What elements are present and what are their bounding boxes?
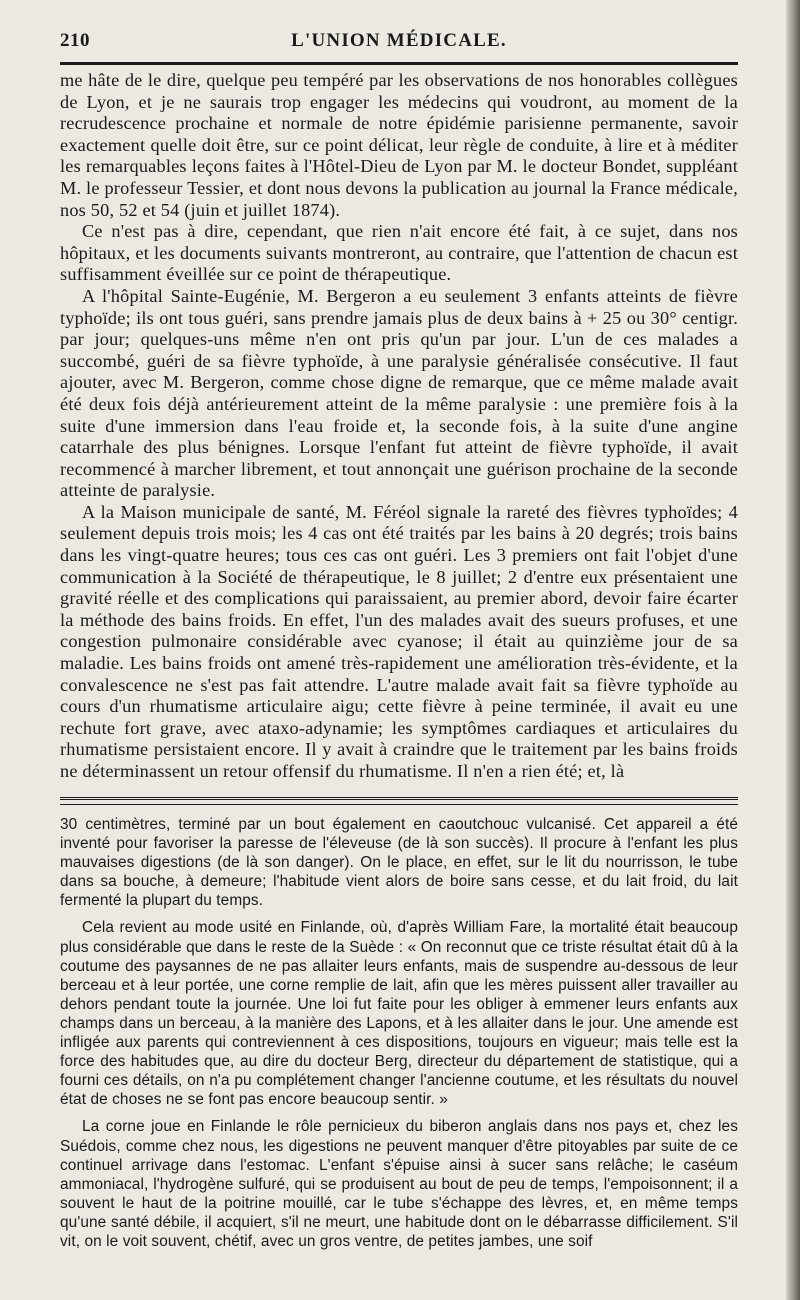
main-text xyxy=(60,70,738,783)
footnote-paragraph: Cela revient au mode usité en Finlande, où, d'après William Fare, la mortalité était beaucoup plus considérable que dans le reste de la Suède : « On reconnut que ce triste résultat était dû à la coutume des paysannes de ne pas allaiter leurs enfants, mais de suspendre au-dessous de leur berceau et à leur portée, une corne remplie de lait, afin que les mères puissent aller travailler au dehors pendant toute la journée. Une loi fut faite pour les obliger à emmener leurs enfants aux champs dans un berceau, à la manière des Lapons, et à les allaiter dans le jour. Une amende est infligée aux parents qui contreviennent à ces dispositions, toujours en vigueur; mais telle est la force des habitudes que, au dire du docteur Berg, directeur du département de statistique, qui a fourni ces détails, on n'a pu complétement changer l'ancienne coutume, et les résultats du nouvel état de choses ne se font pas encore beaucoup sentir. » xyxy=(60,919,738,1109)
main-paragraph: A la Maison municipale de santé, M. Féréol signale la rareté des fièvres typhoïdes; 4 seulement depuis trois mois; les 4 cas ont été traités par les bains à 20 degrés; trois bains dans les vingt-quatre heures; tous ces cas ont guéri. Les 3 premiers ont fait l'objet d'une communication à la Société de thérapeutique, le 8 juillet; 2 d'entre eux présentaient une gravité réelle et des complications qui paraissaient, au premier abord, devoir faire écarter la méthode des bains froids. En effet, l'un des malades avait des sueurs profuses, et une congestion pulmonaire considérable avec cyanose; il était au quinzième jour de sa maladie. Les bains froids ont amené très-rapidement une amélioration très-évidente, et la convalescence ne s'est pas fait attendre. L'autre malade avait fait sa fièvre typhoïde au cours d'un rhumatisme articulaire aigu; cette fièvre à peine terminée, il avait eu une rechute fort grave, avec ataxo-adynamie; les symptômes cardiaques et articulaires du rhumatisme persistaient encore. Il y avait à craindre que le traitement par les bains froids ne déterminassent un retour offensif du rhumatisme. Il n'en a rien été; et, là xyxy=(60,501,738,781)
main-paragraph: Ce n'est pas à dire, cependant, que rien n'ait encore été fait, à ce sujet, dans nos hôpitaux, et les documents suivants montreront, au contraire, que l'attention de chacun est suffisamment éveillée sur ce point de thérapeutique. xyxy=(60,221,738,285)
footnote-separator xyxy=(60,797,738,800)
header-rule xyxy=(60,62,738,65)
footnote-paragraph: La corne joue en Finlande le rôle pernicieux du biberon anglais dans nos pays et, chez les Suédois, comme chez nous, les digestions ne peuvent manquer d'être pitoyables par suite de ce continuel arrivage dans l'estomac. L'enfant s'épuise ainsi à sucer sans relâche; le caséum ammoniacal, l'hydrogène sulfuré, qui se produisent au bout de peu de temps, l'empoisonnent; il a souvent le haut de la poitrine mouillé, car le tube s'échappe des lèvres, et, en même temps qu'une santé débile, il acquiert, s'il ne meurt, une habitude dont on le débarrasse difficilement. S'il vit, on le voit souvent, chétif, avec un gros ventre, de petites jambes, une soif xyxy=(60,1118,738,1250)
footnotes xyxy=(60,815,738,1259)
page-number: 210 xyxy=(60,30,90,51)
footnote-paragraph: 30 centimètres, terminé par un bout également en caoutchouc vulcanisé. Cet appareil a été inventé pour favoriser la paresse de l'éleveuse (de là son succès). Il procure à l'enfant les plus mauvaises digestions (de là son danger). On le place, en effet, sur le lit du nourrisson, le tube dans sa bouche, à demeure; l'habitude vient alors de boire sans cesse, et du lait froid, du lait fermenté la plupart du temps. xyxy=(60,816,738,910)
running-title: L'UNION MÉDICALE. xyxy=(291,30,507,51)
page-header xyxy=(60,26,738,60)
page-edge-shadow xyxy=(786,0,800,1300)
main-paragraph: me hâte de le dire, quelque peu tempéré par les observations de nos honorables collègues de Lyon, et je ne saurais trop engager les médecins qui voudront, au moment de la recrudescence prochaine et normale de notre épidémie parisienne permanente, savoir exactement quelle doit être, sur ce point délicat, leur règle de conduite, à lire et à méditer les remarquables leçons faites à l'Hôtel-Dieu de Lyon par M. le docteur Bondet, suppléant M. le professeur Tessier, et dont nous devons la publication au journal la France médicale, nos 50, 52 et 54 (juin et juillet 1874). xyxy=(60,70,738,220)
main-paragraph: A l'hôpital Sainte-Eugénie, M. Bergeron a eu seulement 3 enfants atteints de fièvre typhoïde; ils ont tous guéri, sans prendre jamais plus de deux bains à + 25 ou 30° centigr. par jour; quelques-uns même n'en ont pris qu'un par jour. L'un de ces malades a succombé, guéri de sa fièvre typhoïde, à une paralysie généralisée consécutive. Il faut ajouter, avec M. Bergeron, comme chose digne de remarque, que ce même malade avait été deux fois déjà antérieurement atteint de la même paralysie : une première fois à la suite d'une immersion dans l'eau froide et, la seconde fois, à la suite d'une angine catarrhale des plus bénignes. Lorsque l'enfant fut atteint de fièvre typhoïde, il avait recommencé à marcher librement, et tout annonçait une guérison prochaine de la seconde atteinte de paralysie. xyxy=(60,285,738,501)
